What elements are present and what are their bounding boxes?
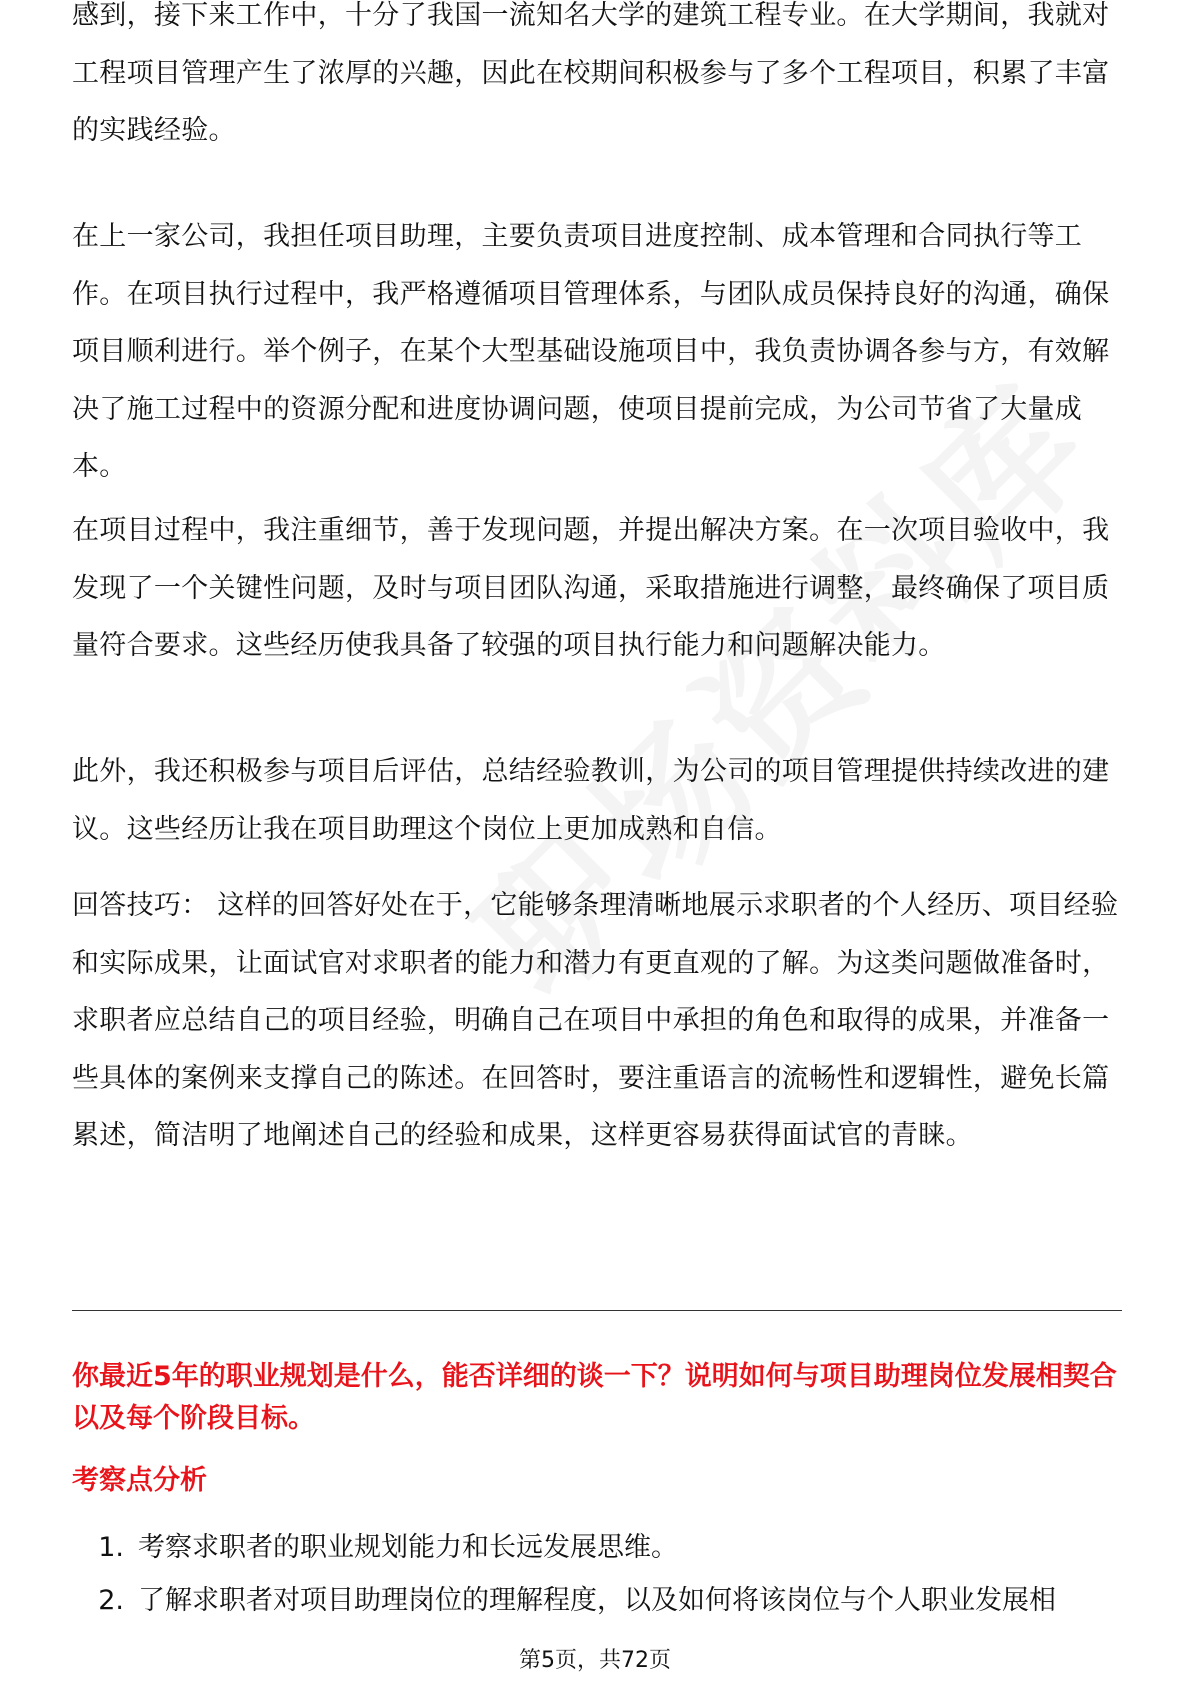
paragraph-intro [72,0,1122,160]
paragraph-intro-text: 感到，接下来工作中，十分了我国一流知名大学的建筑工程专业。在大学期间，我就对工程项目管理产生了浓厚的兴趣，因此在校期间积极参与了多个工程项目，积累了丰富的实践经验。 [72,0,1110,146]
list-item-number: 2. [98,1585,124,1616]
question-heading: 你最近5年的职业规划是什么，能否详细的谈一下？说明如何与项目助理岗位发展相契合以及每个阶段目标。 [72,1361,1117,1434]
paragraph-answer-tips: 回答技巧： 这样的回答好处在于，它能够条理清晰地展示求职者的个人经历、项目经验和实际成果，让面试官对求职者的能力和潜力有更直观的了解。为这类问题做准备时，求职者应总结自己的项目经验，明确自己在项目中承担的角色和取得的成果，并准备一些具体的案例来支撑自己的陈述。在回答时，要注重语言的流畅性和逻辑性，避免长篇累述，简洁明了地阐述自己的经验和成果，这样更容易获得面试官的青睐。 [72,890,1119,1151]
list-item-number: 1. [98,1532,124,1563]
section-divider [72,1310,1122,1311]
list-item-text: 考察求职者的职业规划能力和长远发展思维。 [138,1532,678,1563]
paragraph-post-evaluation: 此外，我还积极参与项目后评估，总结经验教训，为公司的项目管理提供持续改进的建议。这些经历让我在项目助理这个岗位上更加成熟和自信。 [72,756,1110,845]
list-item-text: 了解求职者对项目助理岗位的理解程度，以及如何将该岗位与个人职业发展相 [138,1585,1056,1616]
page-number-footer: 第5页，共72页 [519,1648,671,1673]
analysis-heading: 考察点分析 [72,1465,207,1496]
paragraph-previous-job: 在上一家公司，我担任项目助理，主要负责项目进度控制、成本管理和合同执行等工作。在项目执行过程中，我严格遵循项目管理体系，与团队成员保持良好的沟通，确保项目顺利进行。举个例子，在某个大型基础设施项目中，我负责协调各参与方，有效解决了施工过程中的资源分配和进度协调问题，使项目提前完成，为公司节省了大量成本。 [72,221,1110,482]
list-item [72,1578,1122,1617]
paragraph-attention-detail: 在项目过程中，我注重细节，善于发现问题，并提出解决方案。在一次项目验收中，我发现了一个关键性问题，及时与项目团队沟通，采取措施进行调整，最终确保了项目质量符合要求。这些经历使我具备了较强的项目执行能力和问题解决能力。 [72,515,1110,661]
list-item [72,1525,1122,1564]
